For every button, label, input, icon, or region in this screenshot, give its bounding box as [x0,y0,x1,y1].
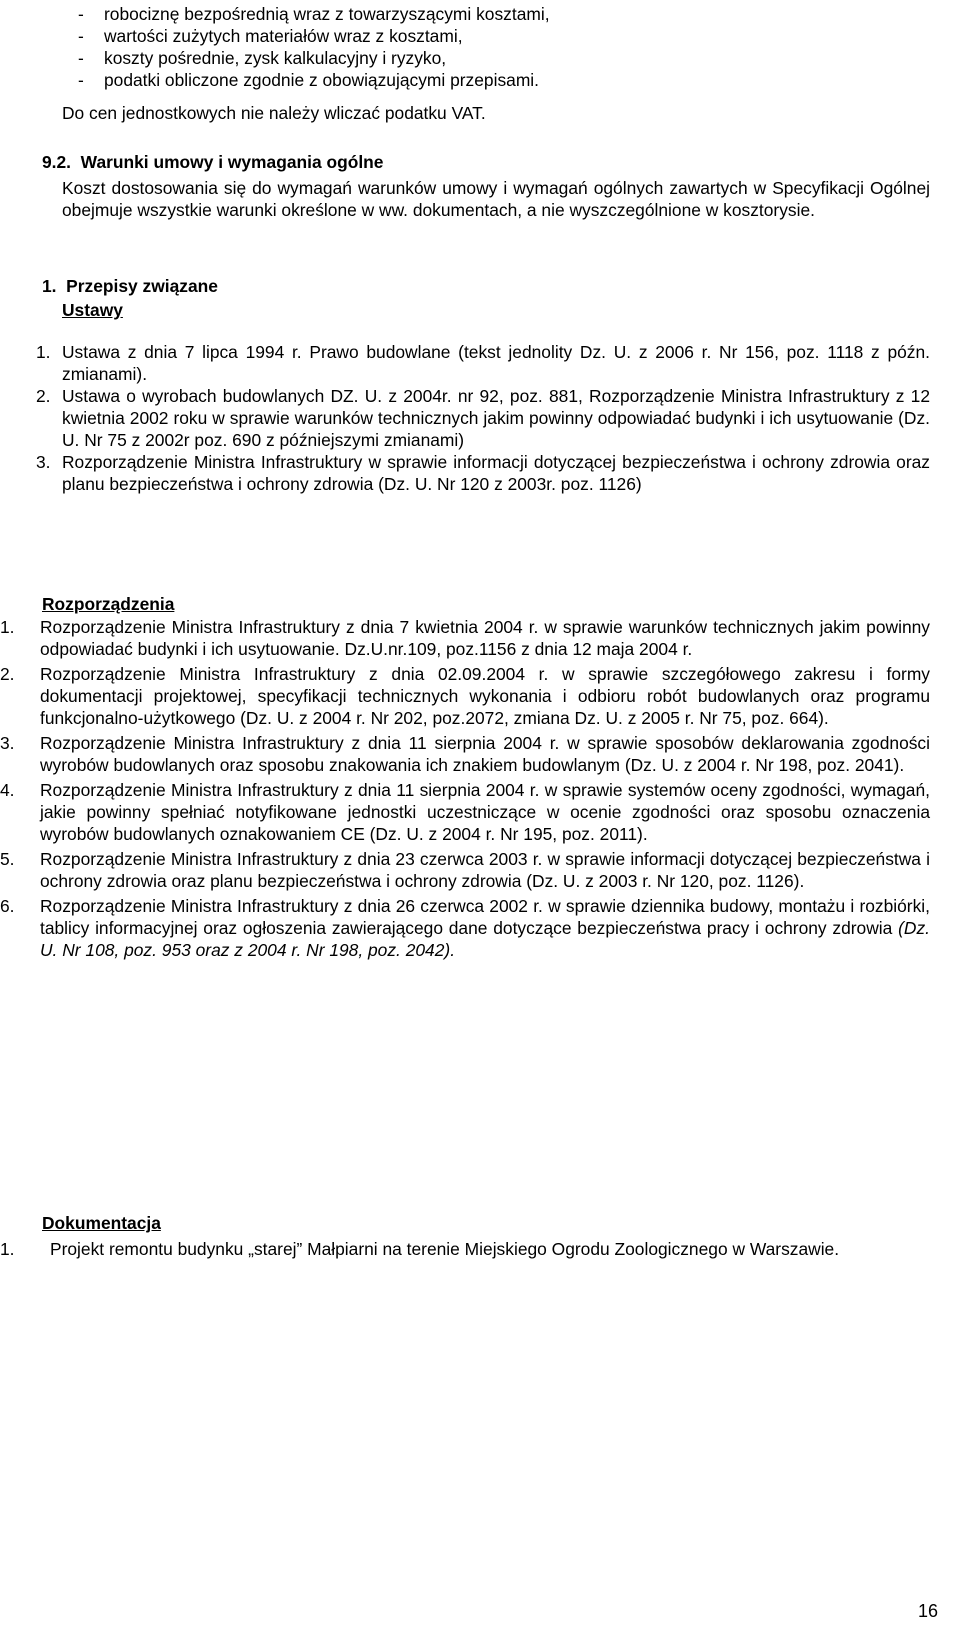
list-item: 3. Rozporządzenie Ministra Infrastruktury w sprawie informacji dotyczącej bezpieczeństwa i ochrony zdrowia oraz planu bezpieczeństwa i ochrony zdrowia (Dz. U. Nr 120 z 2003r. poz. 1126) [36,452,930,494]
page-number: 16 [917,1601,938,1621]
list-item: 1. Ustawa z dnia 7 lipca 1994 r. Prawo budowlane (tekst jednolity Dz. U. z 2006 r. Nr 156, poz. 1118 z późn. zmianami). [36,342,930,384]
dash-item: - koszty pośrednie, zysk kalkulacyjny i ryzyko, [78,48,447,68]
section-9-2-text: Koszt dostosowania się do wymagań warunków umowy i wymagań ogólnych zawartych w Specyfikacji Ogólnej obejmuje wszystkie warunki określone w ww. dokumentach, a nie wyszczególnione w kosztorysie. [62,178,930,220]
ustawy-heading: Ustawy [62,300,123,320]
dash-item: - robociznę bezpośrednią wraz z towarzyszącymi kosztami, [78,4,550,24]
list-item: 1. Rozporządzenie Ministra Infrastruktury z dnia 7 kwietnia 2004 r. w sprawie warunków technicznych jakim powinny odpowiadać budynki i ich usytuowanie. Dz.U.nr.109, poz.1156 z dnia 12 maja 2004 r. [0,617,930,659]
list-item: 2. Rozporządzenie Ministra Infrastruktury z dnia 02.09.2004 r. w sprawie szczegółowego zakresu i formy dokumentacji projektowej, specyfikacji technicznych wykonania i odbioru robót budowlanych oraz programu funkcjonalno-użytkowego (Dz. U. z 2004 r. Nr 202, poz.2072, zmiana Dz. U. z 2005 r. Nr 75, poz. 664). [0,664,930,728]
section-9-2-heading: 9.2. Warunki umowy i wymagania ogólne [42,152,384,172]
dokumentacja-list [0,1238,930,1263]
rozporzadzenia-heading: Rozporządzenia [42,594,175,614]
list-item: 5. Rozporządzenie Ministra Infrastruktury z dnia 23 czerwca 2003 r. w sprawie informacji dotyczącej bezpieczeństwa i ochrony zdrowia oraz planu bezpieczeństwa i ochrony zdrowia (Dz. U. z 2003 r. Nr 120, poz. 1126). [0,849,930,891]
dash-list [78,3,930,91]
list-item: 4. Rozporządzenie Ministra Infrastruktury z dnia 11 sierpnia 2004 r. w sprawie systemów oceny zgodności, wymagań, jakie powinny spełniać notyfikowane jednostki uczestniczące w ocenie zgodności oraz sposobu oznaczenia wyrobów budowlanych oznakowaniem CE (Dz. U. z 2004 r. Nr 195, poz. 2011). [0,780,930,844]
vat-line: Do cen jednostkowych nie należy wliczać podatku VAT. [62,103,486,123]
ustawy-list [36,341,930,495]
list-item: 1. Projekt remontu budynku „starej” Małpiarni na terenie Miejskiego Ogrodu Zoologicznego w Warszawie. [0,1239,840,1259]
dokumentacja-heading: Dokumentacja [42,1213,161,1233]
rozporzadzenia-list [0,616,930,964]
list-item: 2. Ustawa o wyrobach budowlanych DZ. U. z 2004r. nr 92, poz. 881, Rozporządzenie Ministra Infrastruktury z 12 kwietnia 2002 roku w sprawie warunków technicznych jakim powinny odpowiadać budynki i ich usytuowanie (Dz. U. Nr 75 z 2002r poz. 690 z późniejszymi zmianami) [36,386,930,450]
list-item: 6. Rozporządzenie Ministra Infrastruktury z dnia 26 czerwca 2002 r. w sprawie dziennika budowy, montażu i rozbiórki, tablicy informacyjnej oraz ogłoszenia zawierającego dane dotyczące bezpieczeństwa pracy i ochrony zdrowia (Dz. U. Nr 108, poz. 953 oraz z 2004 r. Nr 198, poz. 2042). [0,896,930,960]
dash-item: - podatki obliczone zgodnie z obowiązującymi przepisami. [78,70,539,90]
dash-item: - wartości zużytych materiałów wraz z kosztami, [78,26,463,46]
section-1-heading: 1. Przepisy związane [42,276,218,296]
list-item: 3. Rozporządzenie Ministra Infrastruktury z dnia 11 sierpnia 2004 r. w sprawie sposobów deklarowania zgodności wyrobów budowlanych oraz sposobu znakowania ich znakiem budowlanym (Dz. U. z 2004 r. Nr 198, poz. 2041). [0,733,930,775]
